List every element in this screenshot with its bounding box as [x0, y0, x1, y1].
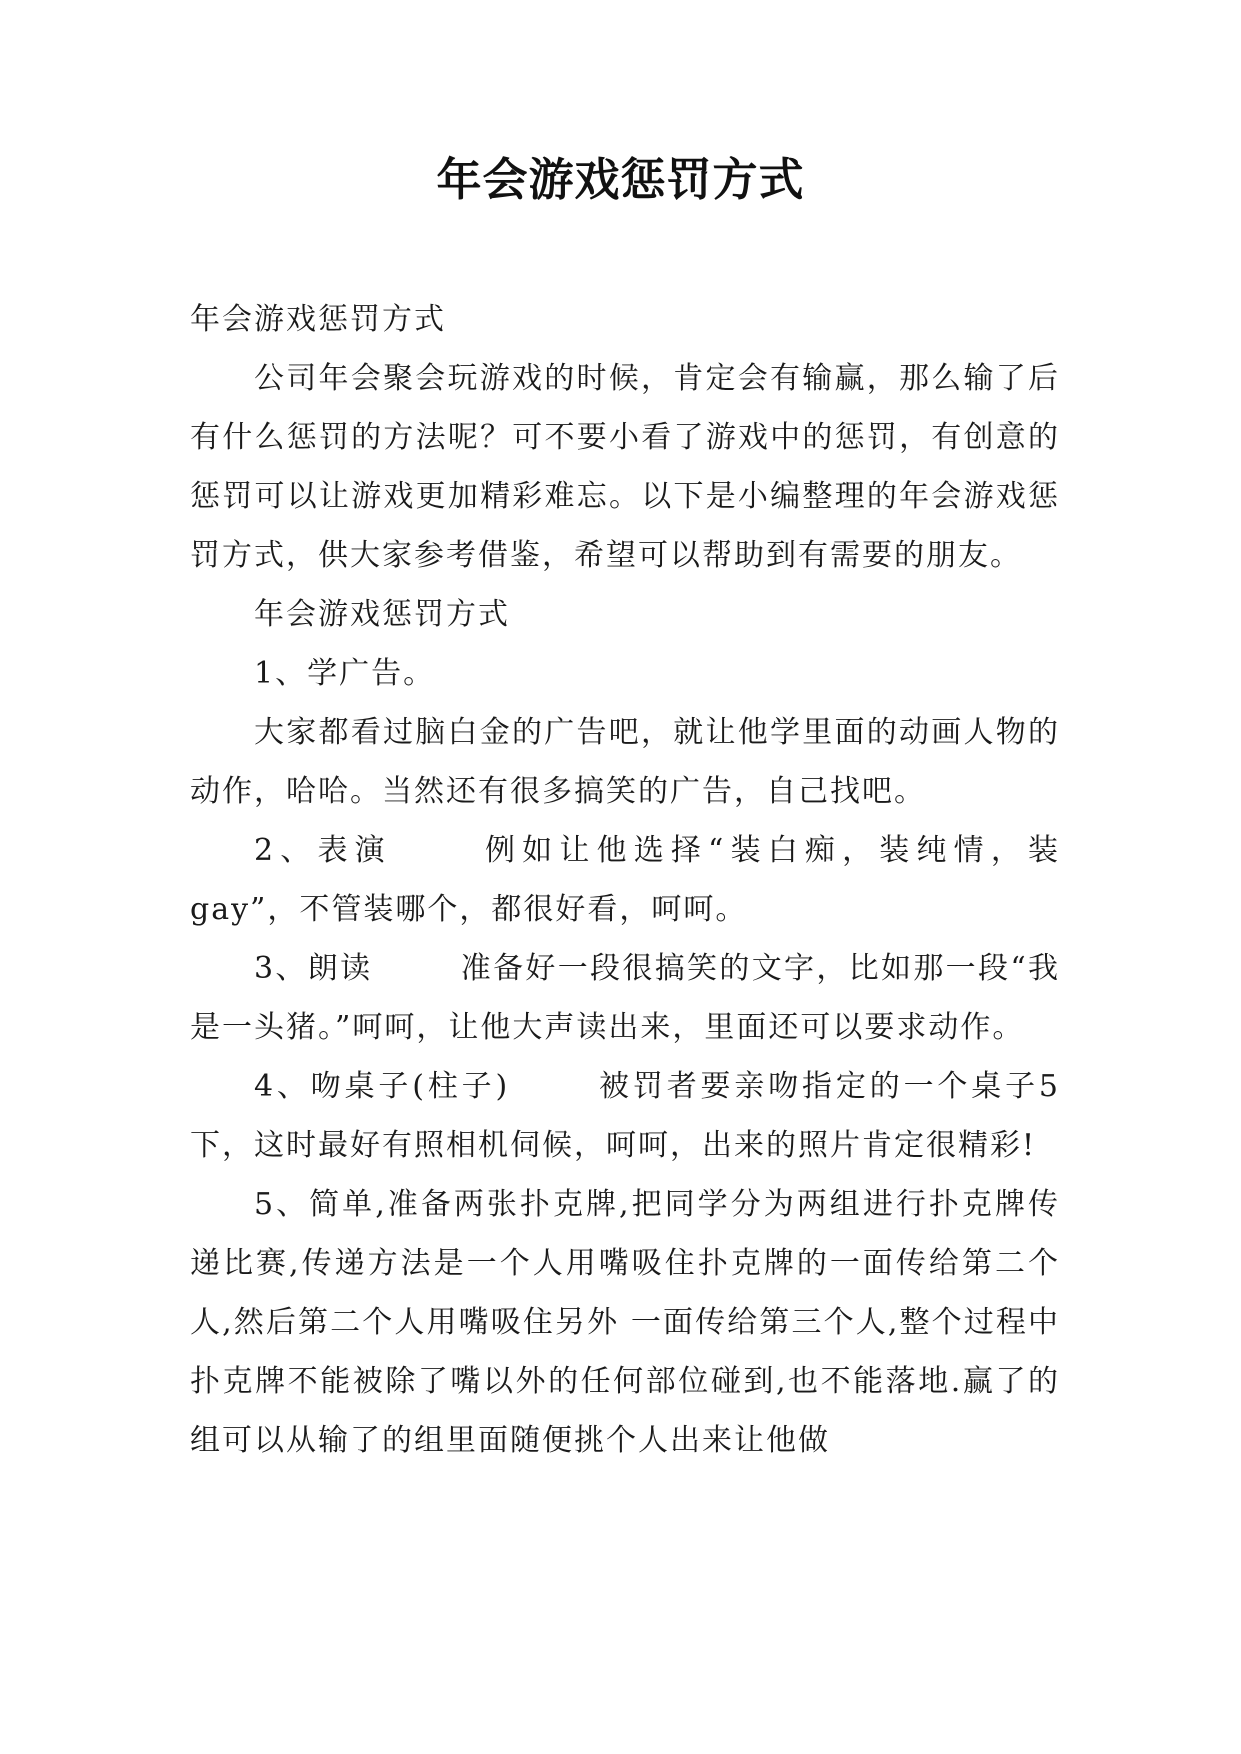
item-1-title: 1、学广告。 — [254, 656, 436, 691]
subtitle-line: 年会游戏惩罚方式 — [190, 302, 446, 337]
item-4-text: 被罚者要亲吻指定的一个桌子5下，这时最好有照相机伺候，呵呵，出来的照片肯定很精彩! — [190, 1069, 1061, 1163]
item-2-title: 2、表演 — [254, 833, 392, 868]
document-title: 年会游戏惩罚方式 — [436, 153, 805, 206]
item-4-paragraph — [190, 1057, 1060, 1175]
document-body — [190, 290, 1060, 1470]
item-5-paragraph: 5、简单,准备两张扑克牌,把同学分为两组进行扑克牌传递比赛,传递方法是一个人用嘴吸住扑克牌的一面传给第二个人,然后第二个人用嘴吸住另外 一面传给第三个人,整个过程中扑克牌不能被除了嘴以外的任何部位碰到,也不能落地.赢了的组可以从输了的组里面随便挑个人出来让他做 — [190, 1187, 1060, 1458]
item-3-text: 准备好一段很搞笑的文字，比如那一段“我是一头猪。”呵呵，让他大声读出来，里面还可以要求动作。 — [190, 951, 1060, 1045]
item-4-title: 4、吻桌子(柱子) — [254, 1069, 510, 1104]
item-2-paragraph — [190, 821, 1060, 939]
item-2-text: 例如让他选择“装白痴，装纯情，装gay”，不管装哪个，都很好看，呵呵。 — [190, 833, 1060, 927]
item-3-title: 3、朗读 — [254, 951, 373, 986]
intro-paragraph: 公司年会聚会玩游戏的时候，肯定会有输赢，那么输了后有什么惩罚的方法呢？可不要小看了游戏中的惩罚，有创意的惩罚可以让游戏更加精彩难忘。以下是小编整理的年会游戏惩罚方式，供大家参考借鉴，希望可以帮助到有需要的朋友。 — [190, 361, 1060, 573]
section-heading: 年会游戏惩罚方式 — [254, 597, 510, 632]
item-1-text: 大家都看过脑白金的广告吧，就让他学里面的动画人物的动作，哈哈。当然还有很多搞笑的广告，自己找吧。 — [190, 715, 1060, 809]
item-3-paragraph — [190, 939, 1060, 1057]
